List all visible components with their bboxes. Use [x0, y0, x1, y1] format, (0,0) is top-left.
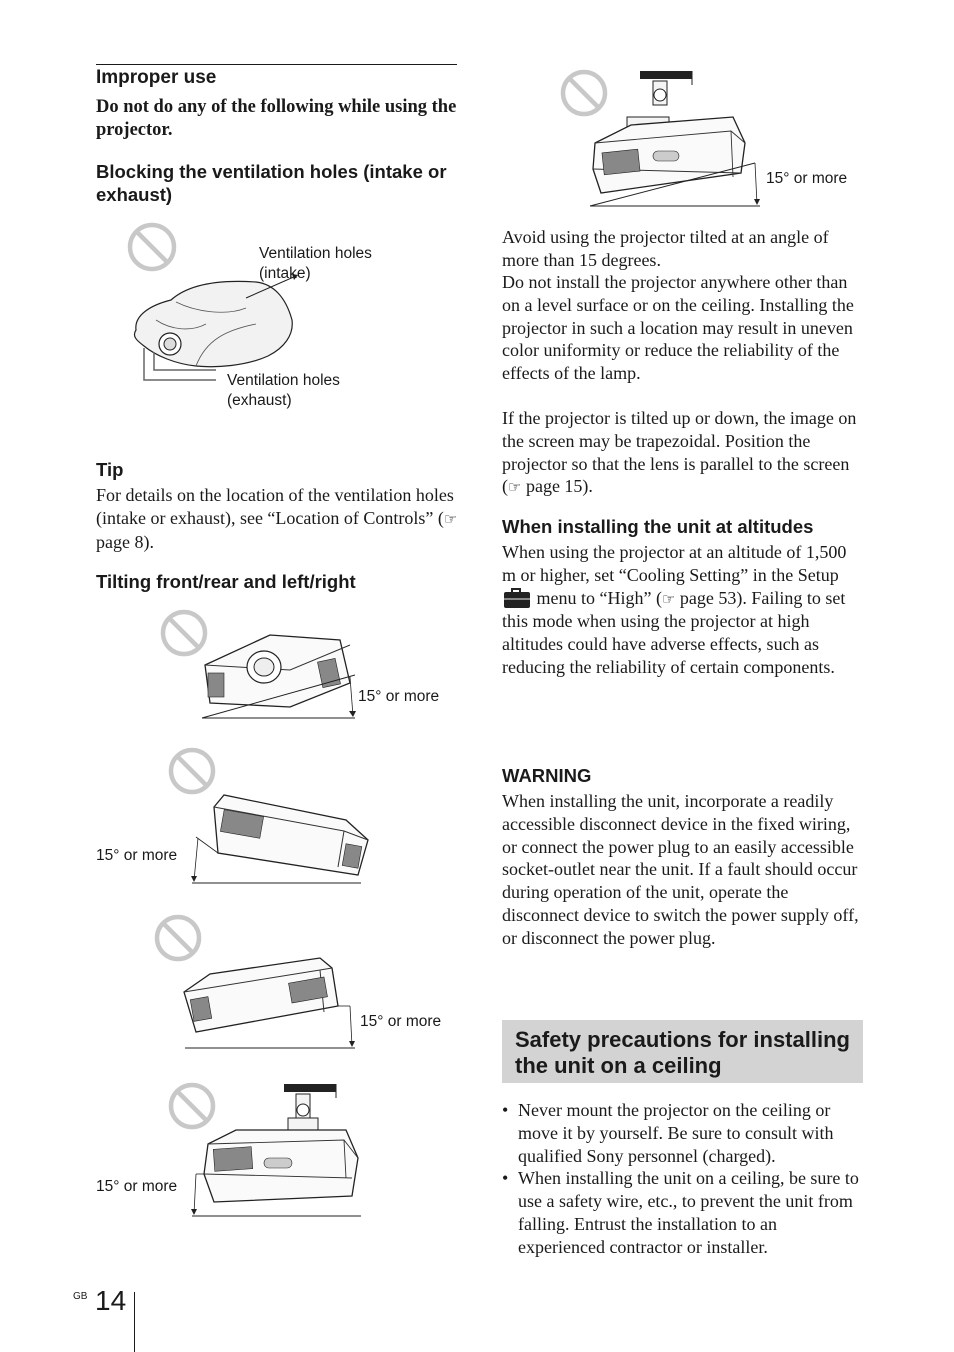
label-exhaust: Ventilation holes (exhaust) [227, 372, 340, 409]
tilt-text-1: Avoid using the projector tilted at an angle of more than 15 degrees. [502, 227, 829, 270]
prohibited-icon [163, 612, 205, 654]
figure-tilt-front-up [150, 605, 460, 730]
region-label: GB [73, 1291, 88, 1302]
page-reference-icon: ☞ [508, 478, 522, 497]
altitude-text: When using the projector at an altitude of 1,500 m or higher, set “Cooling Setting” in the Setup menu to “High” (☞ page 53). Failing to set this mode when using the projector at high altitudes could have adverse effects, such as reducing the reliability of certain components. [502, 542, 847, 677]
tilt-text-2: Do not install the projector anywhere other than on a level surface or on the ceiling. Installing the projector in such a location may result in uneven color uniformity or reduce the reliability of the effects of the lamp. [502, 272, 854, 384]
warning-heading: WARNING [502, 765, 592, 786]
warning-text: When installing the unit, incorporate a readily accessible disconnect device in the fixed wiring, or connect the power plug to an easily accessible socket-outlet near the unit. If a fault should occur during operation of the unit, operate the disconnect device to switch the power supply off, or disconnect the power plug. [502, 791, 859, 948]
tip-heading: Tip [96, 459, 124, 480]
figure-tilt-side-down [96, 745, 386, 890]
label-intake: Ventilation holes (intake) [259, 245, 372, 282]
setup-toolbox-icon [502, 588, 532, 608]
intro-text: Do not do any of the following while using the projector. [96, 97, 457, 140]
blocking-heading: Blocking the ventilation holes (intake or exhaust) [96, 161, 447, 205]
prohibited-icon [157, 917, 199, 959]
ceiling-heading-box [502, 1020, 863, 1083]
tilt-text-3: If the projector is tilted up or down, the image on the screen may be trapezoidal. Position the projector so that the lens is parallel to the screen (☞ page 15). [502, 408, 857, 497]
page-reference-icon: ☞ [443, 509, 458, 528]
angle-label-3: 15° or more [360, 1013, 442, 1030]
page-number: 14 [95, 1285, 127, 1316]
prohibited-icon [130, 225, 174, 269]
altitude-heading: When installing the unit at altitudes [502, 516, 814, 537]
prohibited-icon [171, 750, 213, 792]
section-top-rule [96, 64, 457, 65]
figure-ceiling-tilted-top [555, 65, 785, 215]
ceiling-bullet-list [502, 1099, 864, 1259]
section-title: Improper use [96, 67, 217, 88]
angle-label-4: 15° or more [96, 1178, 178, 1195]
angle-label-1: 15° or more [358, 688, 440, 705]
footer-rule [134, 1292, 135, 1352]
tip-text: For details on the location of the ventilation holes (intake or exhaust), see “Location of Controls” (☞ page 8). [96, 485, 458, 552]
tilting-heading: Tilting front/rear and left/right [96, 571, 356, 592]
figure-tilt-side-up [150, 910, 460, 1055]
list-item: • Never mount the projector on the ceiling or move it by yourself. Be sure to consult with qualified Sony personnel (charged). [502, 1099, 864, 1167]
angle-label-2: 15° or more [96, 847, 178, 864]
list-item: • When installing the unit on a ceiling, be sure to use a safety wire, etc., to prevent the unit from falling. Entrust the installation to an experienced contractor or installer. [502, 1167, 864, 1258]
page-reference-icon: ☞ [661, 589, 676, 608]
prohibited-icon [171, 1085, 213, 1127]
angle-label-5: 15° or more [766, 170, 848, 187]
ceiling-heading: Safety precautions for installing the unit on a ceiling [515, 1027, 850, 1078]
figure-ceiling-tilted [96, 1078, 376, 1223]
prohibited-icon [563, 72, 605, 114]
